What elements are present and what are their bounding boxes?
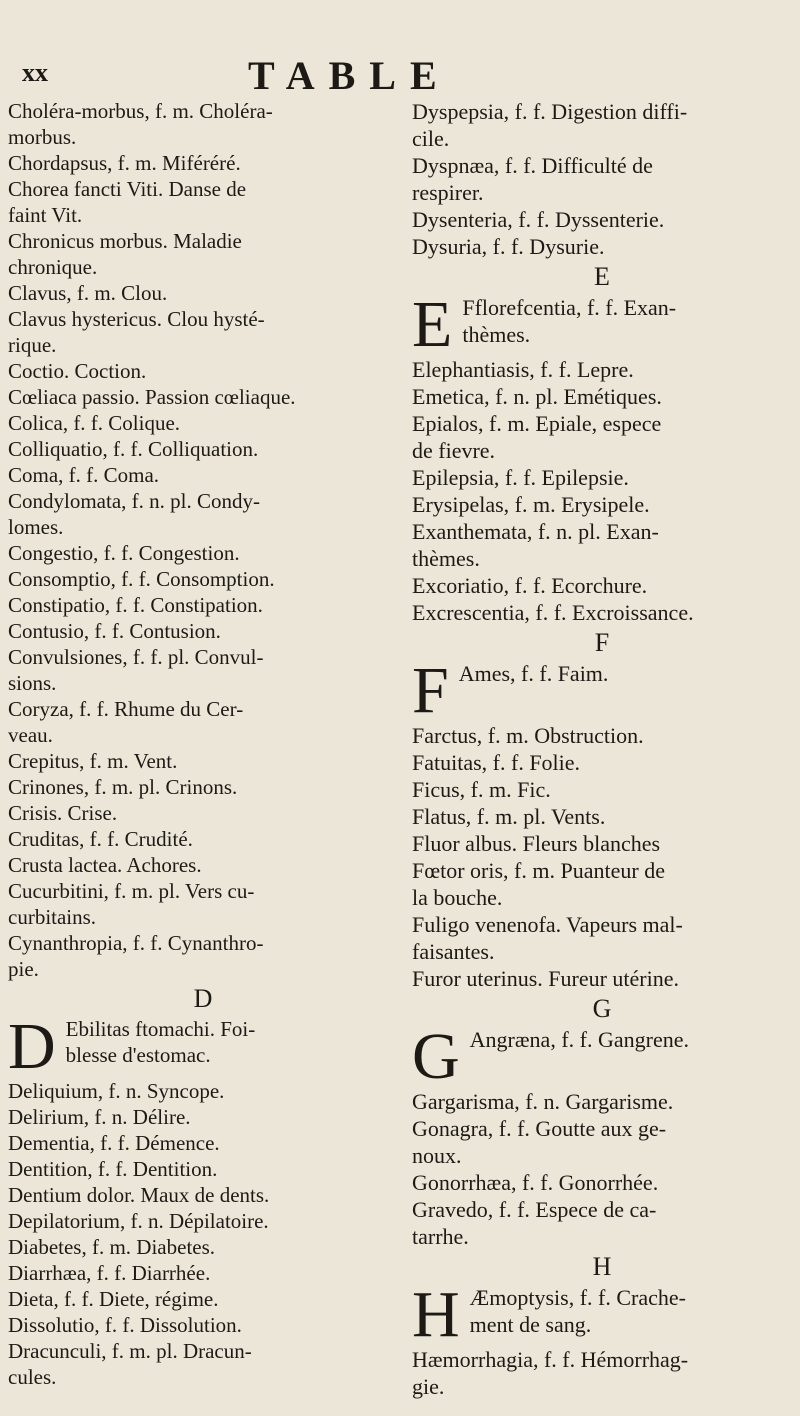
index-entry	[412, 233, 792, 260]
index-entry	[8, 1182, 398, 1208]
section-letter: F	[594, 628, 610, 657]
entry-line: Fœtor oris, f. m. Puanteur de	[412, 858, 665, 883]
entry-line: Chordapsus, f. m. Miféréré.	[8, 151, 241, 175]
index-entry	[412, 1346, 792, 1400]
entry-line: Coryza, f. f. Rhume du Cer-	[8, 697, 244, 721]
entry-line: Constipatio, f. f. Constipation.	[8, 593, 263, 617]
entry-line: ment de sang.	[469, 1312, 592, 1337]
entry-line: Dysenteria, f. f. Dyssenterie.	[412, 207, 665, 232]
entry-line: Angræna, f. f. Gangrene.	[469, 1027, 689, 1052]
entry-line: thèmes.	[462, 322, 531, 347]
index-entry	[412, 660, 792, 722]
index-entry	[8, 618, 398, 644]
entry-line: Diabetes, f. m. Diabetes.	[8, 1235, 216, 1259]
index-entry	[8, 358, 398, 384]
entry-line: Hæmorrhagia, f. f. Hémorrhag-	[412, 1347, 689, 1372]
index-entry	[412, 464, 792, 491]
entry-line: Ames, f. f. Faim.	[458, 661, 609, 686]
entry-line: noux.	[412, 1143, 462, 1168]
index-entry	[412, 206, 792, 233]
entry-line: chronique.	[8, 255, 98, 279]
index-entry	[8, 280, 398, 306]
drop-capital: D	[8, 1016, 56, 1078]
entry-line: curbitains.	[8, 905, 97, 929]
entry-line: Fatuitas, f. f. Folie.	[412, 750, 581, 775]
index-entry	[8, 1130, 398, 1156]
index-entry	[8, 98, 398, 150]
entry-line: morbus.	[8, 125, 77, 149]
index-entry	[412, 518, 792, 572]
entry-line: Gravedo, f. f. Espece de ca-	[412, 1197, 657, 1222]
index-entry	[412, 965, 792, 992]
entry-line: Cynanthropia, f. f. Cynanthro-	[8, 931, 264, 955]
entry-line: blesse d'estomac.	[65, 1043, 211, 1067]
entry-line: Fuligo venenofa. Vapeurs mal-	[412, 912, 683, 937]
index-entry	[412, 599, 792, 626]
entry-line: Chorea fancti Viti. Danse de	[8, 177, 247, 201]
entry-line: Crinones, f. m. pl. Crinons.	[8, 775, 238, 799]
entry-line: Ficus, f. m. Fic.	[412, 777, 551, 802]
index-entry	[412, 98, 792, 152]
entry-line: Chronicus morbus. Maladie	[8, 229, 242, 253]
entry-line: Epialos, f. m. Epiale, espece	[412, 411, 662, 436]
index-entry	[412, 383, 792, 410]
index-entry	[8, 878, 398, 930]
index-entry	[8, 306, 398, 358]
index-entry	[412, 830, 792, 857]
index-entry	[412, 152, 792, 206]
index-entry	[8, 228, 398, 280]
entry-line: Colica, f. f. Colique.	[8, 411, 181, 435]
entry-line: pie.	[8, 957, 39, 981]
index-entry	[8, 436, 398, 462]
entry-line: Cœliaca passio. Passion cœliaque.	[8, 385, 296, 409]
index-entry	[8, 1260, 398, 1286]
drop-capital: F	[412, 660, 449, 722]
entry-line: Elephantiasis, f. f. Lepre.	[412, 357, 634, 382]
drop-capital: H	[412, 1284, 460, 1346]
entry-line: Gargarisma, f. n. Gargarisme.	[412, 1089, 674, 1114]
entry-line: Erysipelas, f. m. Erysipele.	[412, 492, 650, 517]
entry-line: respirer.	[412, 180, 484, 205]
entry-line: rique.	[8, 333, 57, 357]
entry-line: Colliquatio, f. f. Colliquation.	[8, 437, 259, 461]
entry-line: la bouche.	[412, 885, 503, 910]
entry-line: Dysuria, f. f. Dysurie.	[412, 234, 605, 259]
index-entry	[412, 294, 792, 356]
index-entry	[8, 1234, 398, 1260]
entry-line: Choléra-morbus, f. m. Choléra-	[8, 99, 273, 123]
index-entry	[412, 1284, 792, 1346]
index-entry	[8, 410, 398, 436]
entry-line: Ebilitas ftomachi. Foi-	[65, 1017, 256, 1041]
index-entry	[8, 1016, 398, 1078]
index-entry	[8, 150, 398, 176]
index-entry	[412, 722, 792, 749]
index-entry	[8, 930, 398, 982]
entry-line: Cruditas, f. f. Crudité.	[8, 827, 193, 851]
index-entry	[412, 1169, 792, 1196]
entry-line: Dementia, f. f. Démence.	[8, 1131, 220, 1155]
entry-line: Delirium, f. n. Délire.	[8, 1105, 191, 1129]
entry-line: Exanthemata, f. n. pl. Exan-	[412, 519, 659, 544]
drop-capital: E	[412, 294, 453, 356]
entry-line: faint Vit.	[8, 203, 83, 227]
entry-line: Deliquium, f. n. Syncope.	[8, 1079, 225, 1103]
folio-number: xx	[22, 58, 48, 87]
entry-line: Cucurbitini, f. m. pl. Vers cu-	[8, 879, 255, 903]
entry-line: sions.	[8, 671, 57, 695]
entry-line: Diarrhæa, f. f. Diarrhée.	[8, 1261, 211, 1285]
entry-line: veau.	[8, 723, 53, 747]
index-entry	[8, 1104, 398, 1130]
index-entry	[8, 1208, 398, 1234]
entry-line: Convulsiones, f. f. pl. Convul-	[8, 645, 264, 669]
index-entry	[8, 176, 398, 228]
index-entry	[412, 356, 792, 383]
entry-line: Flatus, f. m. pl. Vents.	[412, 804, 606, 829]
index-entry	[412, 911, 792, 965]
index-entry	[8, 384, 398, 410]
entry-line: faisantes.	[412, 939, 495, 964]
index-entry	[8, 852, 398, 878]
left-column	[8, 98, 398, 1390]
entry-line: Fluor albus. Fleurs blanches	[412, 831, 661, 856]
index-entry	[8, 696, 398, 748]
index-entry	[412, 776, 792, 803]
section-letter: H	[592, 1252, 612, 1281]
index-entry	[412, 491, 792, 518]
index-entry	[412, 1115, 792, 1169]
entry-line: cules.	[8, 1365, 57, 1389]
entry-line: Depilatorium, f. n. Dépilatoire.	[8, 1209, 269, 1233]
entry-line: de fievre.	[412, 438, 496, 463]
index-entry	[412, 410, 792, 464]
entry-line: tarrhe.	[412, 1224, 469, 1249]
entry-line: Farctus, f. m. Obstruction.	[412, 723, 644, 748]
index-entry	[8, 592, 398, 618]
section-letter: D	[193, 984, 213, 1013]
index-entry	[8, 800, 398, 826]
entry-line: Coctio. Coction.	[8, 359, 147, 383]
page-header	[0, 52, 800, 100]
entry-line: Coma, f. f. Coma.	[8, 463, 160, 487]
index-entry	[8, 566, 398, 592]
index-entry	[412, 572, 792, 599]
index-entry	[8, 1156, 398, 1182]
entry-line: gie.	[412, 1374, 445, 1399]
entry-line: Excrescentia, f. f. Excroissance.	[412, 600, 694, 625]
entry-line: Clavus, f. m. Clou.	[8, 281, 168, 305]
index-entry	[8, 1312, 398, 1338]
section-letter: E	[594, 262, 610, 291]
index-entry	[8, 488, 398, 540]
entry-line: cile.	[412, 126, 450, 151]
entry-line: Dissolutio, f. f. Dissolution.	[8, 1313, 242, 1337]
entry-line: Crisis. Crise.	[8, 801, 118, 825]
entry-line: Dentition, f. f. Dentition.	[8, 1157, 218, 1181]
index-entry	[412, 749, 792, 776]
section-letter: G	[592, 994, 612, 1023]
entry-line: Condylomata, f. n. pl. Condy-	[8, 489, 260, 513]
index-entry	[8, 1286, 398, 1312]
running-title: TABLE	[248, 53, 451, 98]
entry-line: Furor uterinus. Fureur utérine.	[412, 966, 679, 991]
entry-line: Emetica, f. n. pl. Emétiques.	[412, 384, 662, 409]
index-entry	[412, 1026, 792, 1088]
entry-line: thèmes.	[412, 546, 480, 571]
index-entry	[8, 644, 398, 696]
entry-line: Æmoptysis, f. f. Crache-	[469, 1285, 686, 1310]
index-entry	[412, 1088, 792, 1115]
entry-line: Consomptio, f. f. Consomption.	[8, 567, 275, 591]
index-entry	[8, 748, 398, 774]
index-entry	[8, 540, 398, 566]
entry-line: Dieta, f. f. Diete, régime.	[8, 1287, 219, 1311]
index-entry	[412, 857, 792, 911]
entry-line: Crepitus, f. m. Vent.	[8, 749, 178, 773]
entry-line: Dyspnæa, f. f. Difficulté de	[412, 153, 653, 178]
index-entry	[412, 1196, 792, 1250]
right-column	[412, 98, 792, 1400]
index-entry	[8, 826, 398, 852]
entry-line: Epilepsia, f. f. Epilepsie.	[412, 465, 629, 490]
drop-capital: G	[412, 1026, 460, 1088]
entry-line: lomes.	[8, 515, 64, 539]
entry-line: Dyspepsia, f. f. Digestion diffi-	[412, 99, 688, 124]
entry-line: Dracunculi, f. m. pl. Dracun-	[8, 1339, 252, 1363]
entry-line: Congestio, f. f. Congestion.	[8, 541, 240, 565]
index-entry	[8, 1078, 398, 1104]
entry-line: Contusio, f. f. Contusion.	[8, 619, 221, 643]
entry-line: Gonagra, f. f. Goutte aux ge-	[412, 1116, 667, 1141]
index-entry	[8, 462, 398, 488]
entry-line: Gonorrhæa, f. f. Gonorrhée.	[412, 1170, 659, 1195]
entry-line: Excoriatio, f. f. Ecorchure.	[412, 573, 648, 598]
index-entry	[8, 774, 398, 800]
entry-line: Dentium dolor. Maux de dents.	[8, 1183, 270, 1207]
index-entry	[8, 1338, 398, 1390]
entry-line: Clavus hystericus. Clou hysté-	[8, 307, 265, 331]
index-entry	[412, 803, 792, 830]
entry-line: Fflorefcentia, f. f. Exan-	[462, 295, 677, 320]
entry-line: Crusta lactea. Achores.	[8, 853, 202, 877]
